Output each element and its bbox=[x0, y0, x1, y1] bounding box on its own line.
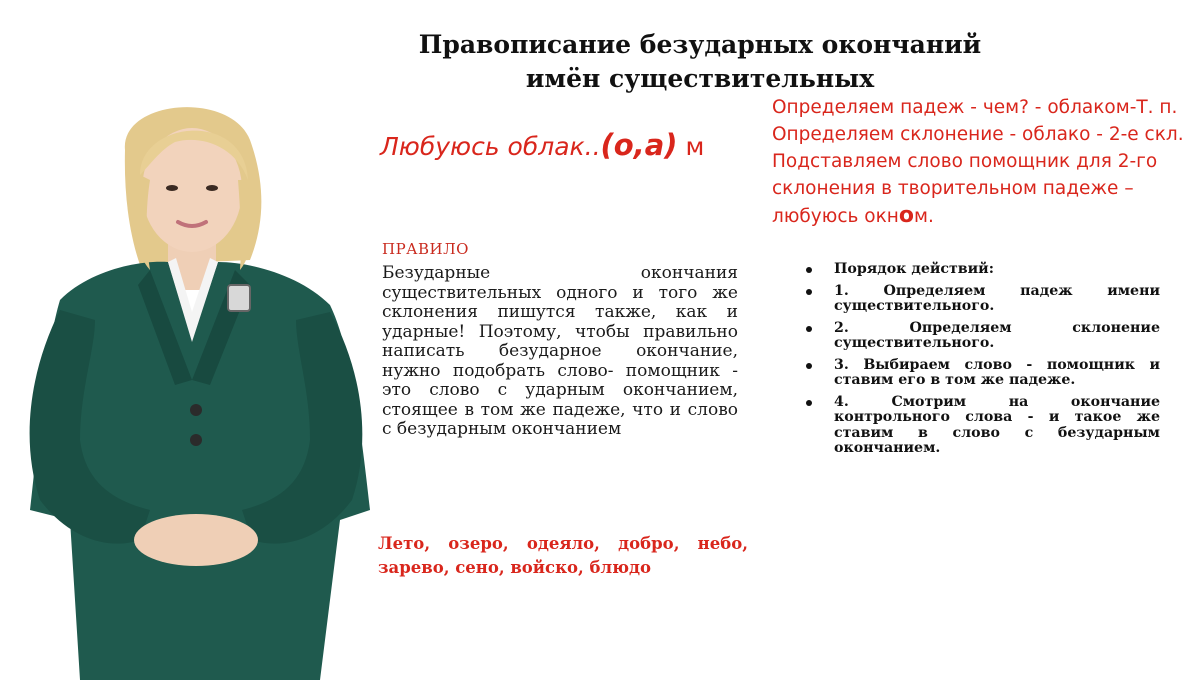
example-sentence bbox=[380, 128, 760, 162]
presenter-illustration bbox=[0, 80, 400, 680]
explanation-body: Определяем падеж - чем? - облаком-Т. п. Определяем склонение - облако - 2-е скл. Подставляем слово помощник для 2-го склонения в творительном падеже – любуюсь окн bbox=[772, 97, 1184, 227]
example-suffix: м bbox=[677, 132, 705, 161]
explanation-highlight: о bbox=[898, 203, 914, 228]
eye bbox=[206, 185, 218, 191]
step-item: 3. Выбираем слово - помощник и ставим его в том же падеже. bbox=[804, 358, 1160, 389]
rule-label: ПРАВИЛО bbox=[382, 240, 469, 258]
steps-heading: Порядок действий: bbox=[804, 262, 1160, 278]
rule-text: Безударные окончания существительных одного и того же склонения пишутся также, как и ударные! Поэтому, чтобы правильно написать безударное окончание, нужно подобрать слово- помощник - это слово с ударным окончанием, стоящее в том же падеже, что и слово с безударным окончанием bbox=[382, 263, 738, 439]
step-item: 4. Смотрим на окончание контрольного слова - и такое же ставим в слово с безударным окончанием. bbox=[804, 395, 1160, 457]
example-words: Лето, озеро, одеяло, добро, небо, зарево, сено, войско, блюдо bbox=[378, 534, 748, 577]
slide-title: Правописание безударных окончаний имён существительных bbox=[418, 30, 982, 93]
steps-list bbox=[804, 262, 1160, 463]
explanation-tail: м. bbox=[914, 206, 934, 227]
example-prefix: Любуюсь облак.. bbox=[380, 132, 601, 161]
hands bbox=[134, 514, 258, 566]
eye bbox=[166, 185, 178, 191]
jacket-button bbox=[190, 434, 202, 446]
brooch bbox=[228, 285, 250, 311]
step-item: 1. Определяем падеж имени существительного. bbox=[804, 284, 1160, 315]
example-endings: (о,а) bbox=[600, 128, 678, 162]
step-item: 2. Определяем склонение существительного. bbox=[804, 321, 1160, 352]
explanation-text bbox=[772, 94, 1192, 230]
jacket-button bbox=[190, 404, 202, 416]
